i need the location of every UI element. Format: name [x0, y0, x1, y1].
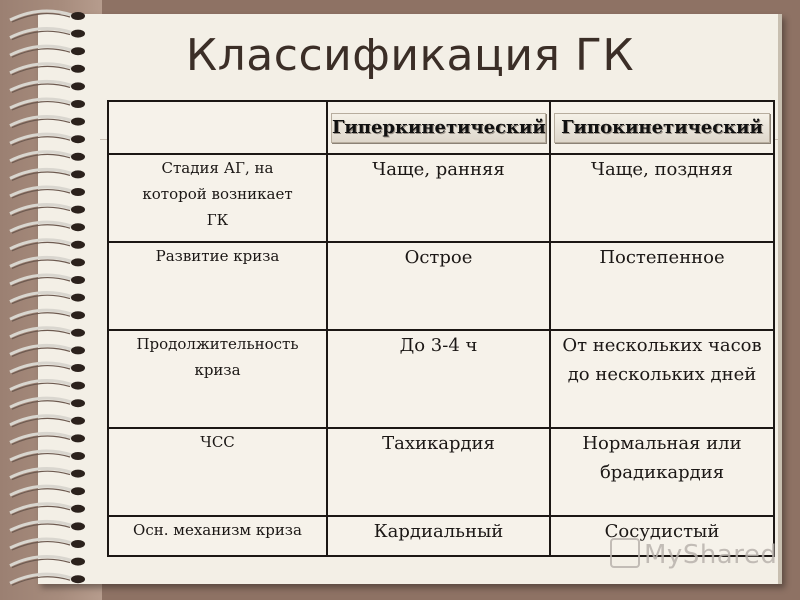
slide-title: Классификация ГК — [185, 30, 635, 81]
table-header-row — [108, 101, 774, 154]
spiral-hole — [71, 346, 85, 354]
table-row — [108, 330, 774, 428]
hypo-cell: Сосудистый — [550, 516, 774, 556]
hyper-cell: Чаще, ранняя — [327, 154, 550, 242]
row-label: Осн. механизм криза — [108, 516, 327, 556]
hypo-cell: Нормальная или брадикардия — [550, 428, 774, 516]
hypo-cell: Чаще, поздняя — [550, 154, 774, 242]
classification-table — [107, 100, 775, 557]
spiral-hole — [71, 505, 85, 513]
header-hyperkinetic: Гиперкинетический — [331, 113, 546, 143]
spiral-hole — [71, 12, 85, 20]
spiral-hole — [71, 434, 85, 442]
spiral-hole — [71, 276, 85, 284]
hypo-cell: Постепенное — [550, 242, 774, 330]
header-cell — [550, 101, 774, 154]
spiral-hole — [71, 241, 85, 249]
spiral-hole — [71, 329, 85, 337]
hyper-cell: Кардиальный — [327, 516, 550, 556]
table-row — [108, 242, 774, 330]
hyper-cell: До 3-4 ч — [327, 330, 550, 428]
table-row — [108, 428, 774, 516]
spiral-hole — [71, 399, 85, 407]
row-label: Развитие криза — [108, 242, 327, 330]
watermark: MyShared — [610, 540, 777, 571]
spiral-hole — [71, 153, 85, 161]
spiral-hole — [71, 311, 85, 319]
spiral-hole — [71, 417, 85, 425]
spiral-hole — [71, 452, 85, 460]
spiral-hole — [71, 206, 85, 214]
hypo-cell: От нескольких часов до нескольких дней — [550, 330, 774, 428]
spiral-binding-icon — [6, 6, 98, 596]
spiral-hole — [71, 118, 85, 126]
spiral-hole — [71, 135, 85, 143]
table-row — [108, 154, 774, 242]
row-label: Стадия АГ, на которой возникает ГК — [108, 154, 327, 242]
spiral-hole — [71, 470, 85, 478]
row-label: ЧСС — [108, 428, 327, 516]
spiral-hole — [71, 575, 85, 583]
spiral-hole — [71, 223, 85, 231]
spiral-hole — [71, 100, 85, 108]
row-label: Продолжительность криза — [108, 330, 327, 428]
spiral-hole — [71, 170, 85, 178]
spiral-hole — [71, 294, 85, 302]
spiral-hole — [71, 522, 85, 530]
spiral-hole — [71, 364, 85, 372]
spiral-hole — [71, 188, 85, 196]
hyper-cell: Тахикардия — [327, 428, 550, 516]
spiral-hole — [71, 487, 85, 495]
spiral-hole — [71, 540, 85, 548]
header-empty-cell — [108, 101, 327, 154]
spiral-hole — [71, 258, 85, 266]
spiral-hole — [71, 558, 85, 566]
hyper-cell: Острое — [327, 242, 550, 330]
spiral-hole — [71, 382, 85, 390]
watermark-logo-icon — [610, 538, 640, 568]
header-hypokinetic: Гипокинетический — [554, 113, 770, 143]
spiral-hole — [71, 82, 85, 90]
header-cell — [327, 101, 550, 154]
